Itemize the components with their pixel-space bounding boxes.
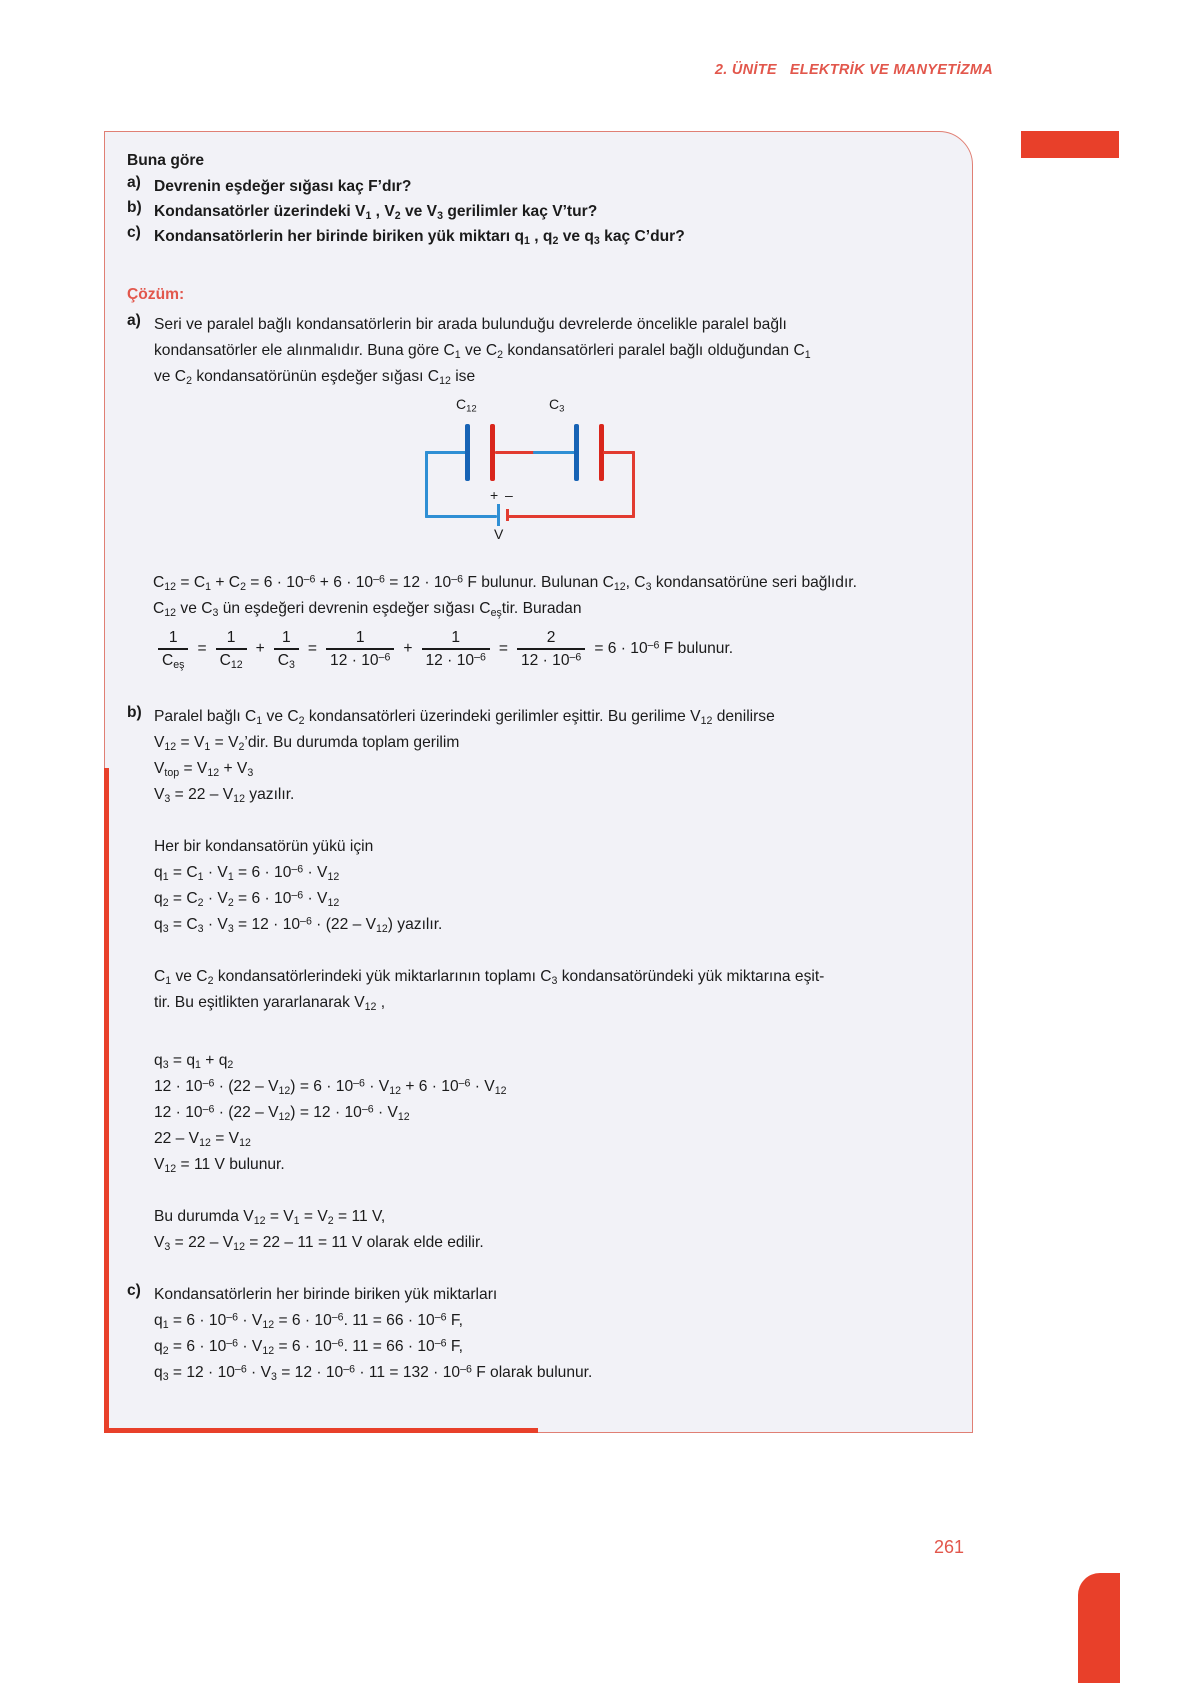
battery-voltage-label: V (494, 526, 504, 542)
battery-long-plate (497, 504, 500, 526)
solution-b-line17: $V_3 = 22 - V_{12} = 22 - 11 = 11$ V olarak elde edilir. (154, 1234, 484, 1253)
solution-b-line5: Her bir kondansatörün yükü için (154, 838, 374, 855)
plate-c3-left (574, 424, 579, 481)
bottom-red-tab-decoration (1078, 1573, 1120, 1683)
plate-c12-left (465, 424, 470, 481)
capacitor-label-c3: $C_3$ (549, 396, 565, 415)
fraction-1-over-c3 (274, 628, 299, 670)
solution-b-line11: $q_3 = q_1 + q_2$ (154, 1052, 234, 1071)
bottom-red-accent-bar (104, 1428, 538, 1433)
equals-2: = (307, 639, 318, 657)
solution-b-line15: $V_{12} = 11$ V bulunur. (154, 1156, 285, 1175)
frac1-denominator: $C_{eş}$ (162, 651, 185, 671)
plus-1: + (255, 639, 265, 657)
frac3-denominator: $C_3$ (277, 651, 295, 671)
question-text-c: Kondansatörlerin her birinde biriken yük miktarı $q_1$ , $q_2$ ve $q_3$ kaç C’dur? (154, 228, 685, 247)
unit-header: 2. ÜNİTE ELEKTRİK VE MANYETİZMA (714, 62, 993, 78)
solution-b-line14: $22 - V_{12} = V_{12}$ (154, 1130, 251, 1149)
solution-c-line4: $q_3 = 12 \cdot 10^{-6} \cdot V_3 = 12 \cdot 10^{-6} \cdot 11 = 132 \cdot 10^{-6}$ F olarak bulunur. (154, 1363, 593, 1383)
solution-b-line1: Paralel bağlı $C_1$ ve $C_2$ kondansatörleri üzerindeki gerilimler eşittir. Bu gerilime $V_{12}$ denilirse (154, 708, 775, 727)
frac5-denominator: $12 \cdot 10^{-6}$ (425, 651, 486, 669)
wire-middle-red (495, 451, 537, 454)
wire-right-vertical (632, 451, 635, 518)
equals-3: = (498, 639, 508, 657)
eq-c12-line2: $C_{12}$ ve $C_3$ ün eşdeğeri devrenin eşdeğer sığası $C_{eş}tir$. Buradan (153, 600, 582, 619)
solution-marker-b: b) (127, 704, 142, 721)
solution-b-line6: $q_1 = C_1 \cdot V_1 = 6 \cdot 10^{-6} \cdot V_{12}$ (154, 863, 340, 883)
frac6-numerator: 2 (546, 629, 556, 646)
solution-b-line12: $12 \cdot 10^{-6} \cdot (22 - V_{12}) = 6 \cdot 10^{-6} \cdot V_{12} + 6 \cdot 10^{-6} \cdot V_{12}$ (154, 1077, 507, 1097)
questions-intro: Buna göre (127, 152, 205, 169)
fraction-equation (153, 628, 737, 670)
fraction-1-over-c12 (216, 628, 247, 670)
solution-b-line8: $q_3 = C_3 \cdot V_3 = 12 \cdot 10^{-6} \cdot (22 - V_{12})$ yazılır. (154, 915, 443, 935)
equals-1: = (197, 639, 207, 657)
solution-heading: Çözüm: (127, 286, 185, 303)
plus-2: + (403, 639, 413, 657)
question-marker-b: b) (127, 199, 142, 216)
content-inner (105, 132, 974, 1434)
question-text-b: Kondansatörler üzerindeki $V_1$ , $V_2$ ve $V_3$ gerilimler kaç V’tur? (154, 203, 598, 222)
wire-bottom-right (506, 515, 635, 518)
solution-b-line4: $V_3 = 22 - V_{12}$ yazılır. (154, 786, 295, 805)
question-marker-c: c) (127, 224, 141, 241)
battery-minus-sign: – (505, 487, 513, 503)
wire-top-right (603, 451, 635, 454)
eq-c12-line1: $C_{12} = C_1 + C_2 = 6 \cdot 10^{-6} + 6 \cdot 10^{-6} = 12 \cdot 10^{-6}$ F bulunur. Bulunan $C_{12}$, $C_3$ kondansatörüne seri bağlıdır. (153, 573, 857, 593)
fraction-1-over-ceq (158, 628, 188, 670)
solution-a-line3: ve $C_2$ kondansatörünün eşdeğer sığası $C_{12}$ ise (154, 368, 476, 387)
frac4-numerator: 1 (355, 629, 365, 646)
frac4-denominator: $12 \cdot 10^{-6}$ (330, 651, 391, 669)
question-text-a: Devrenin eşdeğer sığası kaç F’dır? (154, 178, 412, 195)
page-number: 261 (934, 1537, 965, 1557)
solution-marker-c: c) (127, 1282, 141, 1299)
fraction-2-over-12e6 (517, 628, 585, 670)
solution-b-line10: tir. Bu eşitlikten yararlanarak $V_{12}$ , (154, 994, 386, 1013)
solution-b-line13: $12 \cdot 10^{-6} \cdot (22 - V_{12}) = 12 \cdot 10^{-6} \cdot V_{12}$ (154, 1103, 410, 1123)
solution-a-line1: Seri ve paralel bağlı kondansatörlerin bir arada bulunduğu devrelerde öncelikle paralel bağlı (154, 316, 787, 333)
fraction-1-over-12e6-b (422, 628, 490, 670)
frac1-numerator: 1 (168, 629, 178, 646)
solution-c-line2: $q_1 = 6 \cdot 10^{-6} \cdot V_{12} = 6 \cdot 10^{-6}$. $11 = 66 \cdot 10^{-6}$ F, (154, 1311, 463, 1331)
solution-c-line3: $q_2 = 6 \cdot 10^{-6} \cdot V_{12} = 6 \cdot 10^{-6}$. $11 = 66 \cdot 10^{-6}$ F, (154, 1337, 463, 1357)
content-panel (104, 131, 973, 1433)
solution-b-line7: $q_2 = C_2 \cdot V_2 = 6 \cdot 10^{-6} \cdot V_{12}$ (154, 889, 340, 909)
frac2-numerator: 1 (226, 629, 236, 646)
frac6-denominator: $12 \cdot 10^{-6}$ (520, 651, 582, 669)
wire-left-vertical (425, 451, 428, 518)
solution-c-line1: Kondansatörlerin her birinde biriken yük miktarları (154, 1286, 498, 1303)
fraction-result: = $6 \cdot 10^{-6}$ F bulunur. (594, 639, 734, 657)
capacitor-circuit-diagram (411, 396, 641, 541)
solution-marker-a: a) (127, 312, 141, 329)
solution-a-line2: kondansatörler ele alınmalıdır. Buna göre $C_1$ ve $C_2$ kondansatörleri paralel bağlı olduğundan $C_1$ (154, 342, 811, 361)
solution-b-line2: $V_{12} = V_1$ = $V_2’dir$. Bu durumda toplam gerilim (154, 734, 460, 753)
wire-bottom-left (425, 515, 497, 518)
left-red-accent-bar (104, 768, 109, 1433)
frac5-numerator: 1 (451, 629, 461, 646)
battery-short-plate (506, 509, 509, 521)
battery-plus-sign: + (490, 487, 499, 503)
solution-b-line16: Bu durumda $V_{12} = V_1 = V_2 = 11$ V, (154, 1208, 386, 1227)
frac2-denominator: $C_{12}$ (219, 651, 243, 671)
question-marker-a: a) (127, 174, 141, 191)
wire-top-left (425, 451, 467, 454)
solution-b-line9: $C_1$ ve $C_2$ kondansatörlerindeki yük miktarlarının toplamı $C_3$ kondansatöründeki yük miktarına eşit- (154, 968, 825, 987)
frac3-numerator: 1 (281, 629, 291, 646)
top-red-tab-decoration (1021, 131, 1119, 158)
solution-b-line3: $V_{top} = V_{12} + V_3$ (154, 760, 254, 779)
wire-middle-blue (533, 451, 577, 454)
capacitor-label-c12: $C_{12}$ (456, 396, 477, 415)
fraction-1-over-12e6-a (326, 628, 394, 670)
